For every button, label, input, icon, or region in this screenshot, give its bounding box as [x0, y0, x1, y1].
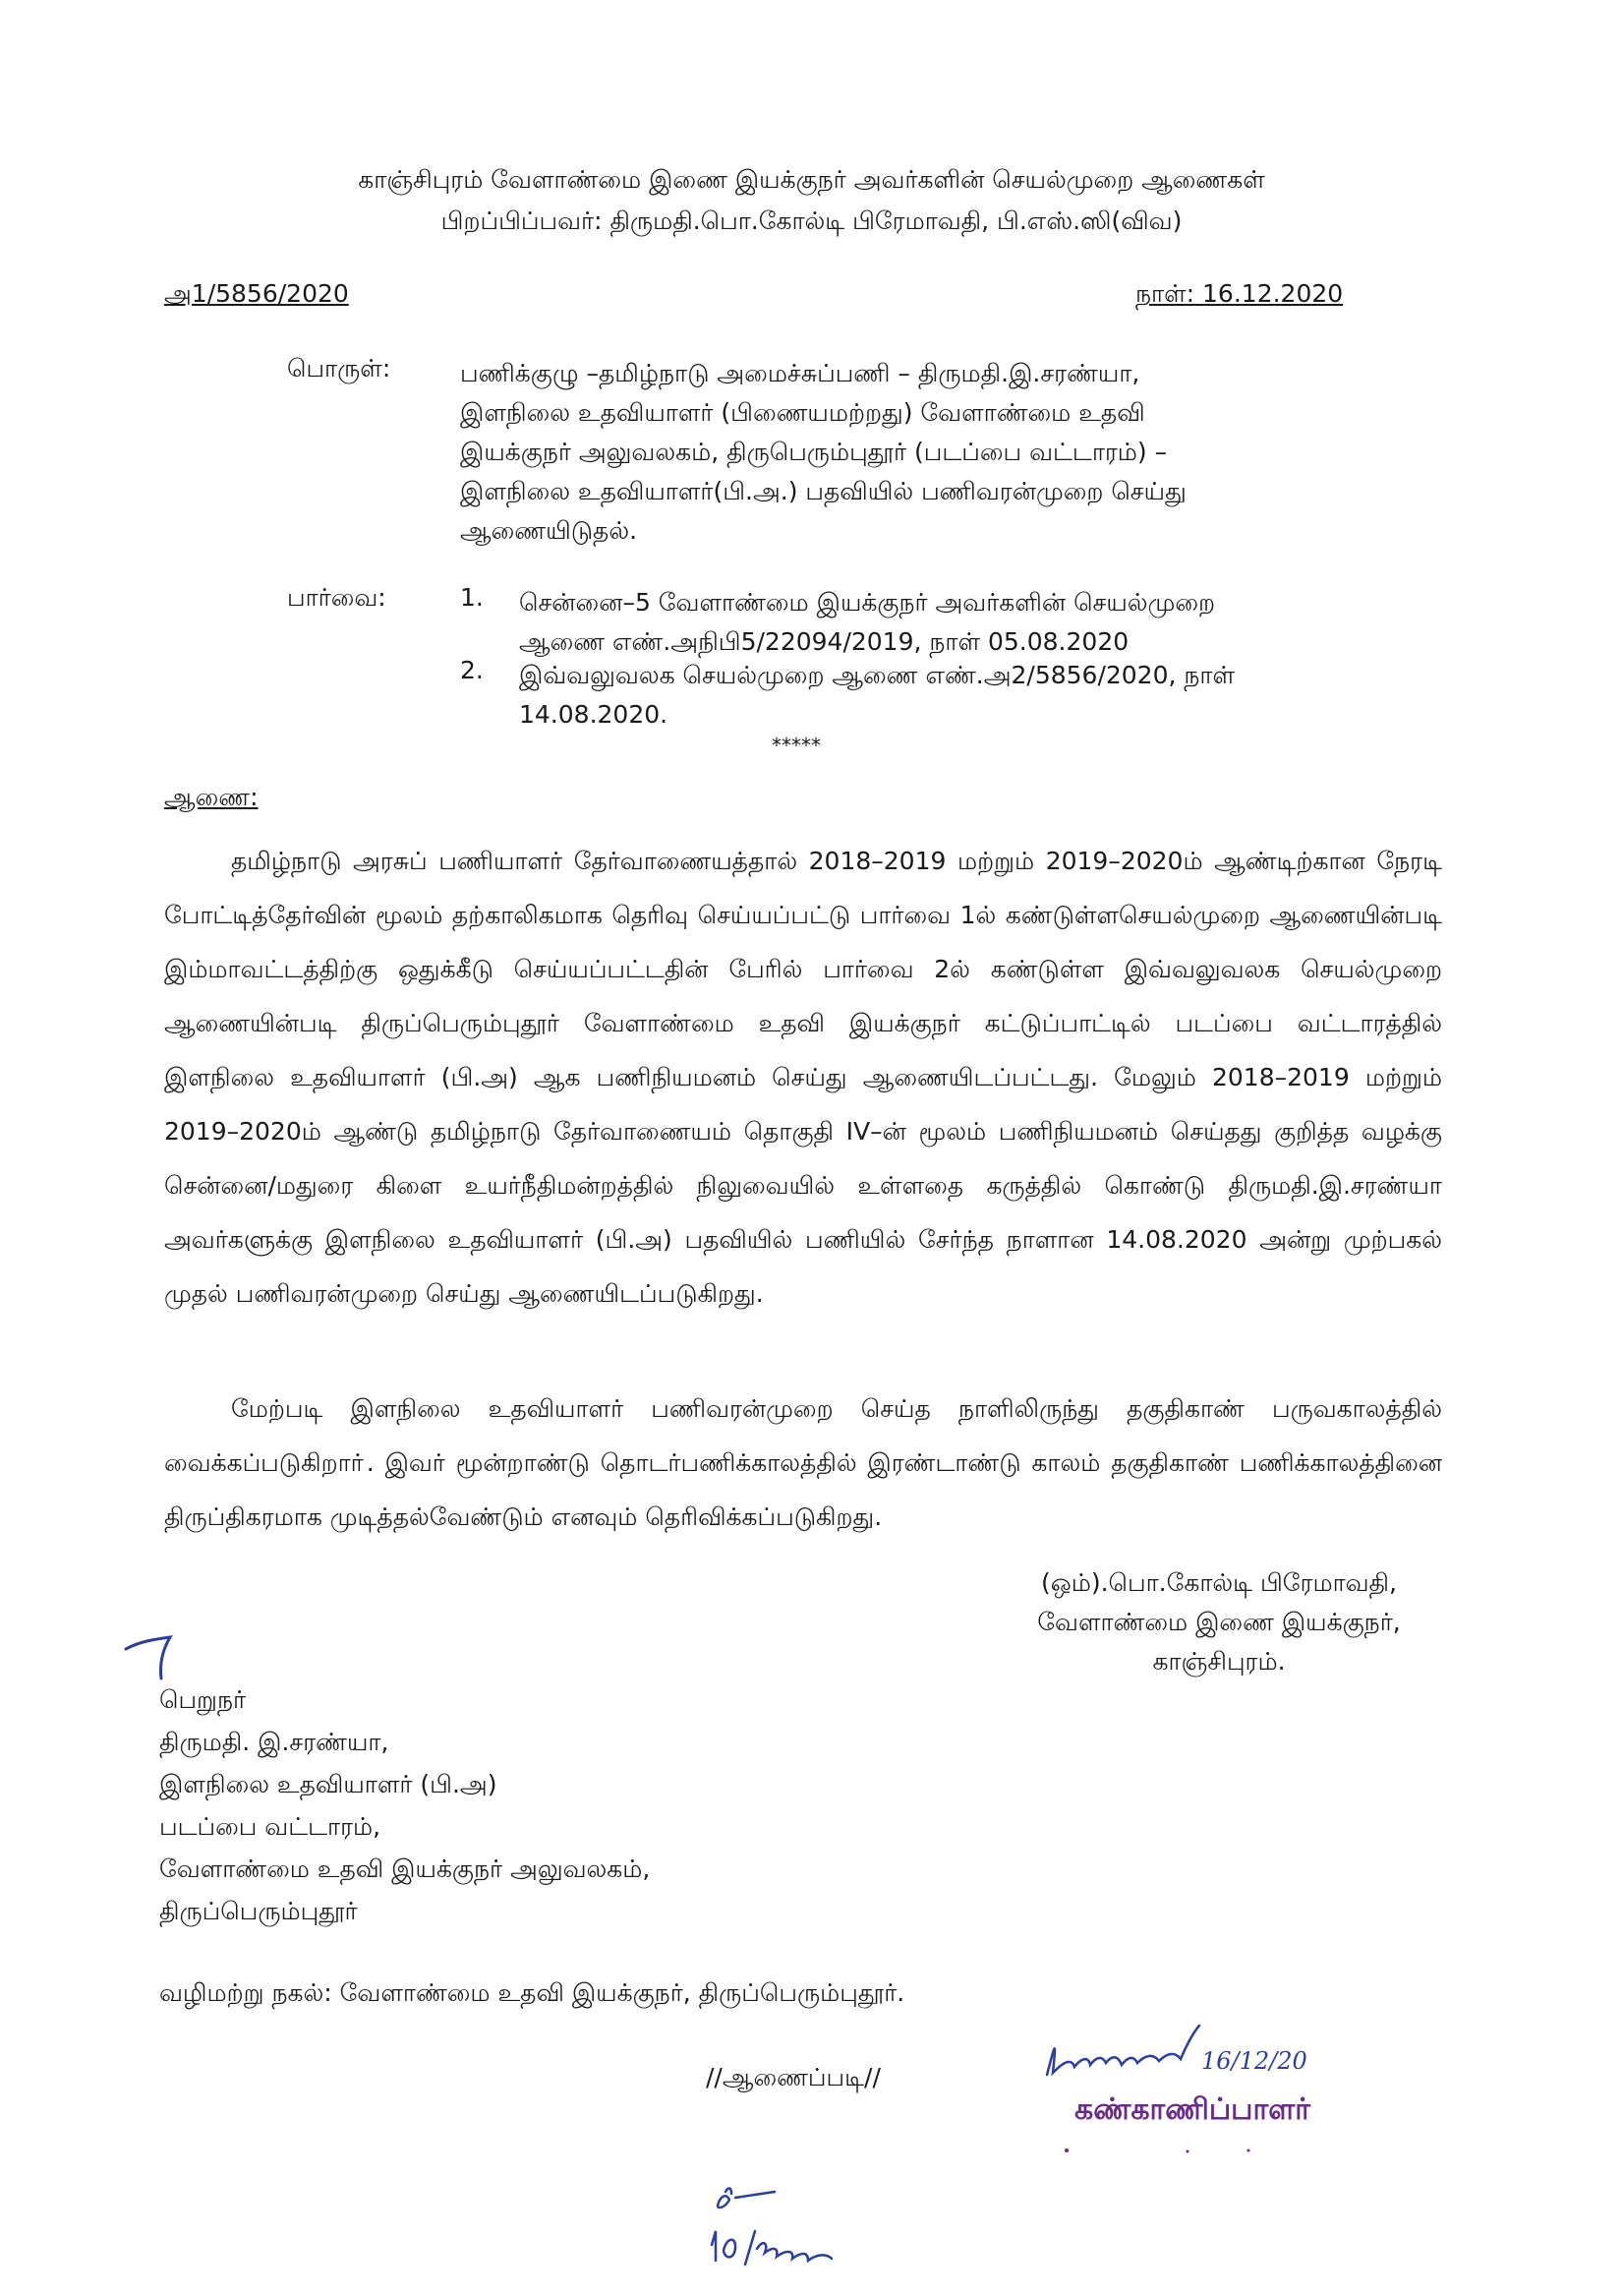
- header-title: காஞ்சிபுரம் வேளாண்மை இணை இயக்குநர் அவர்களின் செயல்முறை ஆணைகள்: [358, 165, 1265, 194]
- subject-line: இளநிலை உதவியாளர் (பிணையமற்றது) வேளாண்மை உதவி: [460, 398, 1145, 427]
- by-order: //ஆணைப்படி//: [706, 2063, 881, 2091]
- reference-item-number: 1.: [460, 583, 484, 612]
- signature-date: 16/12/20: [1201, 2047, 1307, 2075]
- stamp-residue-icon: [1062, 2144, 1278, 2157]
- copy-to: வழிமற்று நகல்: வேளாண்மை உதவி இயக்குநர், திருப்பெரும்புதூர்.: [159, 1978, 905, 2007]
- recipient-block: [159, 1678, 650, 1932]
- superintendent-stamp: கண்காணிப்பாளர்: [1074, 2092, 1310, 2127]
- reference-line: ஆணை எண்.அநிபி5/22094/2019, நாள் 05.08.2020: [519, 627, 1130, 656]
- order-paragraph-2: மேற்படி இளநிலை உதவியாளர் பணிவரன்முறை செய்த நாளிலிருந்து தகுதிகாண் பருவகாலத்தில் வைக்கப்படுகிறாா். இவர் மூன்றாண்டு தொடர்பணிக்காலத்தில் இரண்டாண்டு காலம் தகுதிகாண் பணிக்காலத்தினை திருப்திகரமாக முடித்தல்வேண்டும் எனவும் தெரிவிக்கப்படுகிறது.: [164, 1394, 1442, 1531]
- subject-line: பணிக்குழு –தமிழ்நாடு அமைச்சுப்பணி – திருமதி.இ.சரண்யா,: [460, 359, 1140, 387]
- signatory-designation: வேளாண்மை இணை இயக்குநர்,: [1037, 1608, 1401, 1636]
- recipient-line: இளநிலை உதவியாளர் (பி.அ): [159, 1770, 497, 1798]
- recipient-line: வேளாண்மை உதவி இயக்குநர் அலுவலகம்,: [159, 1854, 651, 1883]
- subject-line: ஆணையிடுதல்.: [460, 516, 638, 545]
- recipient-line: பெறுநர்: [159, 1685, 247, 1714]
- recipient-line: திருமதி. இ.சரண்யா,: [159, 1728, 389, 1756]
- subject-line: இளநிலை உதவியாளர்(பி.அ.) பதவியில் பணிவரன்முறை செய்து: [460, 477, 1187, 505]
- subject-label: பொருள்:: [287, 354, 391, 383]
- recipient-line: திருப்பெரும்புதூர்: [159, 1897, 358, 1925]
- reference-line: 14.08.2020.: [519, 700, 668, 729]
- recipient-line: படப்பை வட்டாரம்,: [159, 1812, 381, 1841]
- order-date: நாள்: 16.12.2020: [1135, 279, 1344, 308]
- reference-item: [519, 583, 1215, 662]
- header-issuer: பிறப்பிப்பவர்: திருமதி.பொ.கோல்டி பிரேமாவதி, பி.எஸ்.ஸி(விவ): [440, 206, 1183, 235]
- reference-number: அ1/5856/2020: [164, 279, 349, 308]
- reference-item-number: 2.: [460, 656, 484, 684]
- subject-line: இயக்குநர் அலுவலகம், திருபெரும்புதூர் (படப்பை வட்டாரம்) –: [460, 438, 1168, 466]
- initials-signature-icon: [706, 2178, 878, 2281]
- section-separator: *****: [772, 734, 821, 757]
- order-heading: ஆணை:: [164, 783, 259, 811]
- signatory-place: காஞ்சிபுரம்.: [1152, 1647, 1286, 1676]
- reference-item: [519, 656, 1235, 735]
- handwritten-tick-icon: [116, 1627, 195, 1686]
- signatory-name: (ஒம்).பொ.கோல்டி பிரேமாவதி,: [1041, 1568, 1397, 1597]
- reference-line: சென்னை–5 வேளாண்மை இயக்குநர் அவர்களின் செயல்முறை: [519, 588, 1215, 617]
- signatory-block: [983, 1563, 1455, 1681]
- subject-text: [460, 354, 1320, 551]
- references-label: பார்வை:: [287, 583, 386, 612]
- order-paragraph-1: தமிழ்நாடு அரசுப் பணியாளர் தேர்வாணையத்தால் 2018–2019 மற்றும் 2019–2020ம் ஆண்டிற்கான நேரடி போட்டித்தேர்வின் மூலம் தற்காலிகமாக தெரிவு செய்யப்பட்டு பார்வை 1ல் கண்டுள்ளசெயல்முறை ஆணையின்படி இம்மாவட்டத்திற்கு ஒதுக்கீடு செய்யப்பட்டதின் பேரில் பார்வை 2ல் கண்டுள்ள இவ்வலுவலக செயல்முறை ஆணையின்படி திருப்பெரும்புதூர் வேளாண்மை உதவி இயக்குநர் கட்டுப்பாட்டில் படப்பை வட்டாரத்தில் இளநிலை உதவியாளர் (பி.அ) ஆக பணிநியமனம் செய்து ஆணையிடப்பட்டது. மேலும் 2018–2019 மற்றும் 2019–2020ம் ஆண்டு தமிழ்நாடு தேர்வாணையம் தொகுதி IV–ன் மூலம் பணிநியமனம் செய்தது குறித்த வழக்கு சென்னை/மதுரை கிளை உயர்நீதிமன்றத்தில் நிலுவையில் உள்ளதை கருத்தில் கொண்டு திருமதி.இ.சரண்யா அவர்களுக்கு இளநிலை உதவியாளர் (பி.அ) பதவியில் பணியில் சேர்ந்த நாளான 14.08.2020 அன்று முற்பகல் முதல் பணிவரன்முறை செய்து ஆணையிடப்படுகிறது.: [164, 847, 1442, 1308]
- reference-line: இவ்வலுவலக செயல்முறை ஆணை எண்.அ2/5856/2020, நாள்: [519, 661, 1236, 689]
